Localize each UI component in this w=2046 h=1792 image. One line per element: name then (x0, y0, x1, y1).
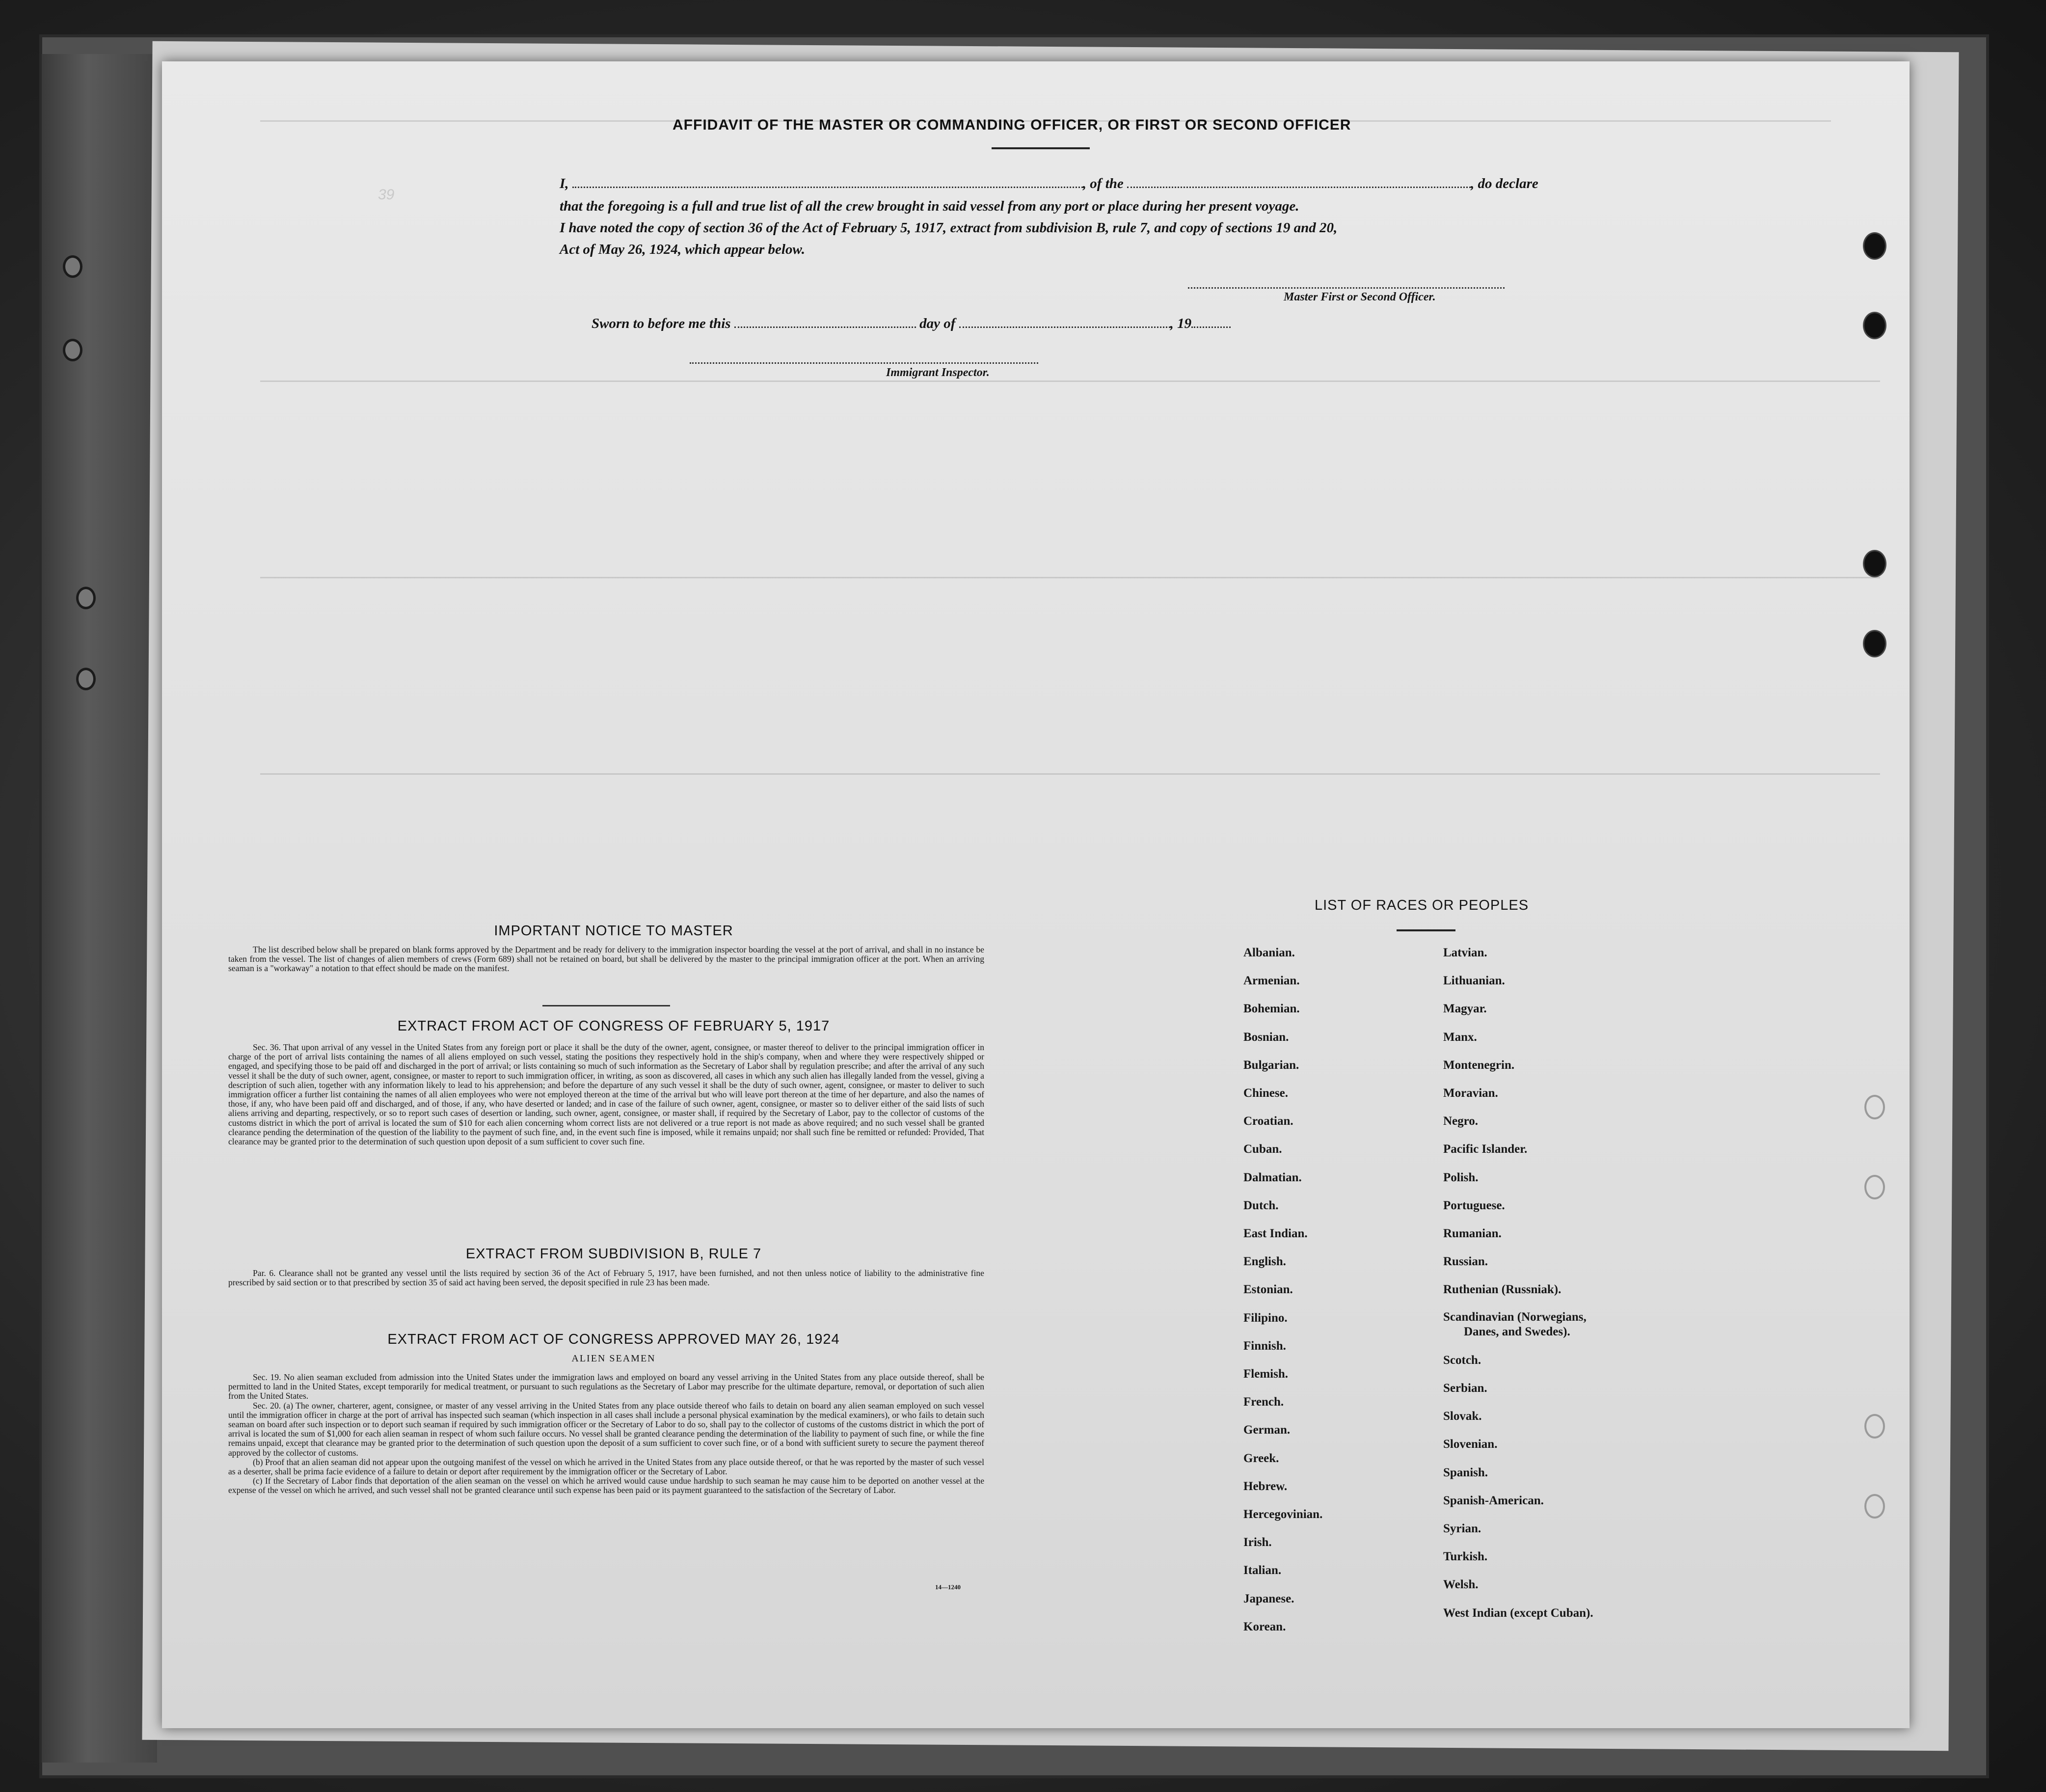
race-item-line-1: Scandinavian (Norwegians, (1443, 1310, 1587, 1324)
race-item: Serbian. (1443, 1382, 1487, 1395)
race-item: Hebrew. (1243, 1479, 1288, 1493)
binding-hole (63, 339, 82, 361)
race-item: Slovak. (1443, 1410, 1482, 1423)
race-item: Chinese. (1243, 1086, 1288, 1100)
punch-hole (1863, 550, 1886, 577)
race-item: Flemish. (1243, 1367, 1288, 1381)
affidavit-line-4: Act of May 26, 1924, which appear below. (560, 242, 805, 257)
section-36-paragraph: Sec. 36. That upon arrival of any vessel in the United States from any foreign port or place it shall be the duty of the owner, agent, consignee, or master thereof to deliver to the principal immigration officer in charge of the port of arrival lists containing the names of all aliens employed on such vessel, stating the positions they respectively hold in the ship's company, when and where they were respectively shipped or engaged, and specifying those to be paid off and discharged in the port of arrival; or lists containing so much of such information as the Secretary of Labor shall by regulation prescribe; and after the arrival of any such vessel it shall be the duty of such owner, agent, consignee, or master to report to such immigration officer, in writing, as soon as discovered, all cases in which any such alien has illegally landed from the vessel, giving a description of such alien, together with any information likely to lead to his apprehension; and before the departure of any such vessel it shall be the duty of such owner, agent, consignee, or master to deliver to such immigration officer a further list containing the names of all alien employees who were not employed thereon at the time of the arrival but who will leave port thereon at the time of her departure, and also the names of those, if any, who have been paid off and discharged, and of those, if any, who have deserted or landed; and in case of the failure of such owner, agent, consignee, or master so to deliver either of the said lists of such aliens arriving and departing, respectively, or so to report such cases of desertion or landing, such owner, agent, consignee, or master shall, if required by the Secretary of Labor, pay to the collector of customs of the customs district in which the port of arrival is located the sum of $10 for each alien concerning whom correct lists are not delivered or a true report is not made as above required; and no such vessel shall be granted clearance pending the determination of the question of the liability to the payment of such fine, and, in the event such fine is imposed, while it remains unpaid; nor shall such fine be remitted or refunded: Provided, That clearance may be granted prior to the determination of such question upon deposit of a sum sufficient to cover such fine. (228, 1042, 984, 1147)
bleed-through-line (260, 577, 1880, 578)
punch-hole (1863, 232, 1886, 260)
race-item: Dalmatian. (1243, 1170, 1302, 1184)
day-of-text: day of (919, 316, 956, 331)
affidavit-line-2: that the foregoing is a full and true list of all the crew brought in said vessel from any port or place during her present voyage. (560, 198, 1299, 214)
race-item: Welsh. (1443, 1578, 1479, 1592)
punch-hole (1864, 1095, 1885, 1119)
race-item: Japanese. (1243, 1592, 1294, 1605)
races-column-1 (1243, 939, 1322, 1641)
extract-1924-text (228, 1373, 984, 1495)
race-item: Magyar. (1443, 1002, 1487, 1016)
race-item: East Indian. (1243, 1227, 1308, 1241)
section-20b-paragraph: (b) Proof that an alien seaman did not appear upon the outgoing manifest of the vessel on which he arrived in the United States from any place outside thereof, or that he was reported by the master of such vessel as a deserter, shall be prima facie evidence of a failure to detain or deport after requirement by the immigration officer or the Secretary of Labor. (228, 1457, 984, 1477)
race-item: Italian. (1243, 1564, 1282, 1577)
master-signature-label: Master First or Second Officer. (1284, 291, 1436, 303)
binding-hole (76, 668, 96, 690)
master-signature-line[interactable] (1188, 287, 1505, 289)
affidavit-of-the: , of the (1082, 176, 1124, 191)
section-19-paragraph: Sec. 19. No alien seaman excluded from admission into the United States under the immigration laws and employed on board any vessel arriving in the United States from any place outside thereof, shall be permitted to land in the United States, except temporarily for medical treatment, or pursuant to such regulations as the Secretary of Labor may prescribe for the ultimate departure, removal, or deportation of such alien from the United States. (228, 1372, 984, 1401)
affidavit-line-1 (560, 176, 1538, 192)
punch-hole (1864, 1414, 1885, 1439)
race-item: French. (1243, 1395, 1284, 1409)
race-item: Syrian. (1443, 1522, 1481, 1536)
affidavit-line-3: I have noted the copy of section 36 of the Act of February 5, 1917, extract from subdivision B, rule 7, and copy of sections 19 and 20, (560, 220, 1338, 236)
race-item: Polish. (1443, 1170, 1479, 1184)
race-item: Irish. (1243, 1536, 1272, 1549)
race-item: Montenegrin. (1443, 1058, 1515, 1072)
race-item: Bulgarian. (1243, 1058, 1299, 1072)
race-item-line-2: Danes, and Swedes). (1464, 1325, 1570, 1338)
section-20a-paragraph: Sec. 20. (a) The owner, charterer, agent, consignee, or master of any vessel arriving in the United States from any place outside thereof who fails to detain on board any alien seaman employed on such vessel until the immigration officer in charge at the port of arrival has inspected such seaman (which inspection in all cases shall include a personal physical examination by the medical examiners), or who fails to detain such seaman on board after such inspection or to deport such seaman if required by such immigration officer or the Secretary of Labor to do so, shall pay to the collector of customs of the customs district in which the port of arrival is located the sum of $1,000 for each alien seaman in respect of whom such failure occurs. No vessel shall be granted clearance pending the determination of the liability to payment of such fine, or while the fine remains unpaid, except that clearance may be granted prior to the determination of such question upon the deposit of a sum sufficient to cover such fine, or of a bond with sufficient surety to secure the payment thereof approved by the collector of customs. (228, 1400, 984, 1458)
races-column-2 (1443, 939, 1640, 1627)
alien-seamen-subheading: ALIEN SEAMEN (571, 1353, 656, 1364)
extract-1917-heading: EXTRACT FROM ACT OF CONGRESS OF FEBRUARY 5, 1917 (397, 1018, 830, 1034)
race-item: Dutch. (1243, 1198, 1279, 1212)
subdivision-b-heading: EXTRACT FROM SUBDIVISION B, RULE 7 (465, 1246, 762, 1262)
race-item: Hercegovinian. (1243, 1508, 1323, 1521)
race-item: Manx. (1443, 1030, 1477, 1044)
name-blank[interactable] (572, 177, 1083, 188)
bleed-through-line (260, 773, 1880, 775)
race-item: Turkish. (1443, 1550, 1488, 1564)
race-item-scandinavian (1443, 1304, 1640, 1346)
punch-hole (1864, 1494, 1885, 1519)
par-6-paragraph: Par. 6. Clearance shall not be granted any vessel until the lists required by section 36 of the Act of February 5, 1917, have been furnished, and not then unless notice of liability to the administrative fine prescribed by said section or to that prescribed by section 35 of said act having been served, the deposit specified in rule 23 has been made. (228, 1268, 984, 1288)
extract-1917-text (228, 1043, 984, 1146)
year-prefix: , 19 (1170, 316, 1192, 331)
race-item: Croatian. (1243, 1114, 1293, 1128)
binding-hole (76, 587, 96, 609)
race-item: Greek. (1243, 1451, 1279, 1465)
notice-paragraph: The list described below shall be prepared on blank forms approved by the Department and be ready for delivery to the immigration inspector boarding the vessel at the port of arrival, and shall in no instance be taken from the vessel. The list of changes of alien members of crews (Form 689) shall not be retained on board, but shall be delivered by the master to the principal immigration officer at the port. When an arriving seaman is a "workaway" a notation to that effect should be made on the manifest. (228, 945, 984, 974)
race-item: Negro. (1443, 1114, 1479, 1128)
races-title-underline (1397, 929, 1455, 931)
race-item: Moravian. (1443, 1086, 1498, 1100)
race-item: Spanish. (1443, 1466, 1488, 1479)
race-item: Bosnian. (1243, 1030, 1289, 1044)
title-underline (992, 147, 1090, 149)
race-item: West Indian (except Cuban). (1443, 1606, 1593, 1620)
race-item: Spanish-American. (1443, 1493, 1544, 1507)
race-item: Ruthenian (Russniak). (1443, 1283, 1561, 1297)
inspector-signature-label: Immigrant Inspector. (886, 366, 990, 379)
binding-hole (63, 255, 82, 278)
inspector-signature-line[interactable] (690, 362, 1038, 364)
race-item: Cuban. (1243, 1142, 1282, 1156)
race-item: Albanian. (1243, 946, 1295, 959)
affidavit-i: I, (560, 176, 569, 191)
race-item: Korean. (1243, 1620, 1286, 1633)
binding-strip (42, 54, 157, 1763)
year-blank[interactable] (1191, 317, 1231, 328)
section-20c-paragraph: (c) If the Secretary of Labor finds that deportation of the alien seaman on the vessel on which he arrived would cause undue hardship to such seaman he may cause him to be deported on another vessel at the expense of the vessel on which he arrived, and such vessel shall not be granted clearance until such expense has been paid or its payment guaranteed to the satisfaction of the Secretary of Labor. (228, 1476, 984, 1495)
notice-text (228, 945, 984, 974)
race-item: Slovenian. (1443, 1438, 1498, 1451)
race-item: Bohemian. (1243, 1002, 1300, 1016)
race-item: Lithuanian. (1443, 974, 1505, 988)
race-item: Russian. (1443, 1255, 1488, 1269)
subdivision-b-text (228, 1269, 984, 1287)
punch-hole (1863, 312, 1886, 339)
race-item: Scotch. (1443, 1353, 1481, 1367)
sworn-text: Sworn to before me this (592, 316, 731, 331)
races-title: LIST OF RACES OR PEOPLES (1315, 897, 1529, 913)
race-item: Finnish. (1243, 1339, 1286, 1353)
page-mark: 39 (378, 187, 395, 203)
punch-hole (1864, 1175, 1885, 1199)
race-item: Armenian. (1243, 974, 1300, 988)
affidavit-title: AFFIDAVIT OF THE MASTER OR COMMANDING OFFICER, OR FIRST OR SECOND OFFICER (673, 117, 1351, 133)
race-item: Pacific Islander. (1443, 1142, 1528, 1156)
bleed-through-line (260, 380, 1880, 382)
race-item: Latvian. (1443, 946, 1487, 959)
vessel-blank[interactable] (1127, 177, 1471, 188)
day-blank[interactable] (734, 317, 916, 328)
punch-hole (1863, 630, 1886, 657)
extract-1924-heading: EXTRACT FROM ACT OF CONGRESS APPROVED MAY 26, 1924 (387, 1331, 840, 1347)
form-number: 14—1240 (935, 1583, 961, 1591)
month-blank[interactable] (959, 317, 1170, 328)
race-item: Filipino. (1243, 1311, 1288, 1325)
section-divider (542, 1005, 670, 1006)
race-item: English. (1243, 1255, 1286, 1269)
race-item: Estonian. (1243, 1283, 1293, 1297)
race-item: Rumanian. (1443, 1227, 1502, 1241)
sworn-line (592, 316, 1231, 332)
race-item: German. (1243, 1423, 1291, 1437)
notice-heading: IMPORTANT NOTICE TO MASTER (494, 923, 733, 939)
affidavit-declare: , do declare (1471, 176, 1538, 191)
race-item: Portuguese. (1443, 1198, 1505, 1212)
